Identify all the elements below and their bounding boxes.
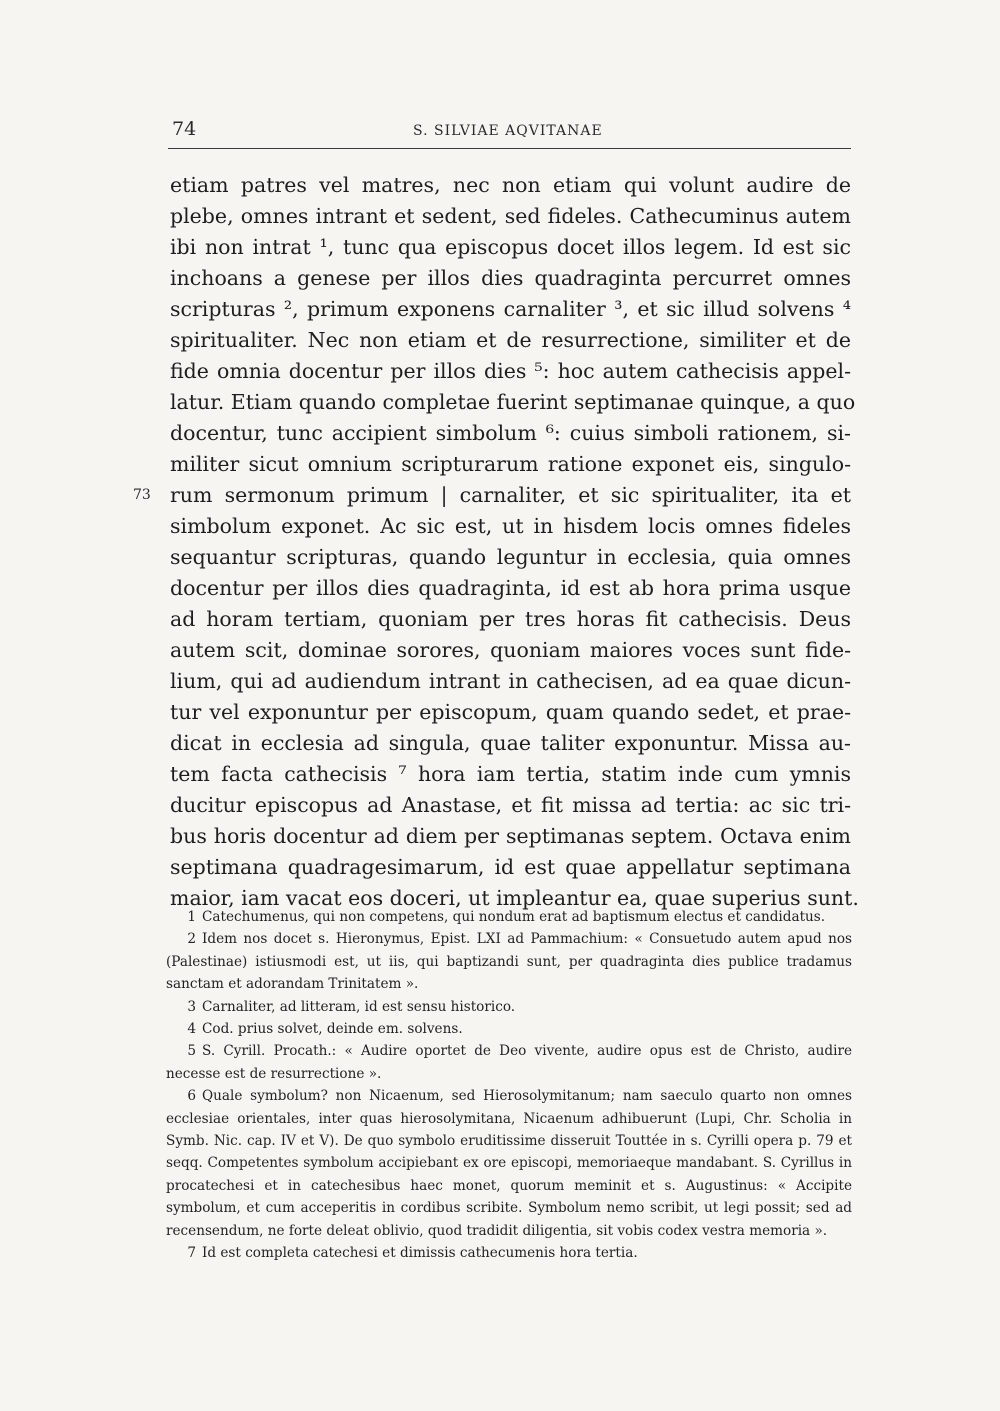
main-text (133, 170, 859, 914)
text-line: dicat in ecclesia ad singula, quae taliter exponuntur. Missa au- (170, 731, 851, 755)
text-line: docentur per illos dies quadraginta, id est ab hora prima usque (170, 576, 851, 600)
text-line: ducitur episcopus ad Anastase, et fit missa ad tertia: ac sic tri- (170, 793, 851, 817)
text-line: maior, iam vacat eos doceri, ut impleantur ea, quae superius sunt. (170, 886, 859, 910)
text-line: latur. Etiam quando completae fuerint septimanae quinque, a quo (170, 390, 856, 414)
text-line: fide omnia docentur per illos dies ⁵: hoc autem cathecisis appel- (170, 359, 851, 383)
text-line: sequantur scripturas, quando leguntur in ecclesia, quia omnes (170, 545, 851, 569)
footnote-number: 3 (187, 998, 196, 1015)
running-title: S. SILVIAE AQVITANAE (413, 123, 603, 139)
text-line: ibi non intrat ¹, tunc qua episcopus docet illos legem. Id est sic (170, 235, 851, 259)
footnote-number: 5 (187, 1043, 196, 1060)
text-line: bus horis docentur ad diem per septimanas septem. Octava enim (170, 824, 851, 848)
text-line: autem scit, dominae sorores, quoniam maiores voces sunt fide- (170, 638, 851, 662)
footnote-text: Carnaliter, ad litteram, id est sensu historico. (202, 998, 516, 1015)
page-header (168, 114, 851, 149)
text-line: septimana quadragesimarum, id est quae appellatur septimana (170, 855, 851, 879)
footnote (166, 906, 852, 928)
text-line: scripturas ², primum exponens carnaliter ³, et sic illud solvens ⁴ (170, 297, 851, 321)
footnote (166, 1040, 852, 1085)
footnote-text: Catechumenus, qui non competens, qui nondum erat ad baptismum electus et candidatus. (202, 909, 826, 925)
page-number: 74 (172, 118, 197, 140)
text-line: tem facta cathecisis ⁷ hora iam tertia, statim inde cum ymnis (170, 762, 851, 786)
footnote-text: Cod. prius solvet, deinde em. solvens. (202, 1021, 463, 1038)
text-line: inchoans a genese per illos dies quadraginta percurret omnes (170, 266, 851, 290)
text-line: rum sermonum primum | carnaliter, et sic spiritualiter, ita et (170, 483, 851, 507)
footnote (166, 996, 852, 1018)
text-line: tur vel exponuntur per episcopum, quam quando sedet, et prae- (170, 700, 851, 724)
footnote-number: 2 (187, 931, 196, 948)
text-line-with-margin-number (133, 480, 851, 511)
text-line: etiam patres vel matres, nec non etiam qui volunt audire de (170, 173, 851, 197)
text-line: spiritualiter. Nec non etiam et de resurrectione, similiter et de (170, 328, 851, 352)
margin-page-number: 73 (133, 487, 151, 503)
footnote-number: 7 (187, 1245, 196, 1262)
text-line: simbolum exponet. Ac sic est, ut in hisdem locis omnes fideles (170, 514, 851, 538)
text-line: lium, qui ad audiendum intrant in cathecisen, ad ea quae dicun- (170, 669, 851, 693)
footnote (166, 1085, 852, 1242)
footnote-text: S. Cyrill. Procath.: « Audire oportet de Deo vivente, audire opus est de Christo, audire necesse est de resurrectione ». (166, 1043, 852, 1082)
footnotes (166, 906, 852, 1265)
footnote-text: Idem nos docet s. Hieronymus, Epist. LXI ad Pammachium: « Consuetudo autem apud nos (Palestinae) istiusmodi est, ut iis, qui baptizandi sunt, per quadraginta dies publice tradamus sanctam et adorandam Trinitatem ». (166, 931, 852, 993)
text-line: ad horam tertiam, quoniam per tres horas fit cathecisis. Deus (170, 607, 851, 631)
footnote-number: 4 (187, 1021, 196, 1038)
footnote-text: Quale symbolum? non Nicaenum, sed Hierosolymitanum; nam saeculo quarto non omnes ecclesiae orientales, inter quas hierosolymitana, Nicaenum adhibuerunt (Lupi, Chr. Scholia in Symb. Nic. cap. IV et V). De quo symbolo eruditissime disseruit Touttée in s. Cyrilli opera p. 79 et seqq. Competentes symbolum accipiebant ex ore episcopi, memoriaeque mandabant. S. Cyrillus in procatechesi et in catechesibus haec monet, quorum meminit et s. Augustinus: « Accipite symbolum, et cum acceperitis in cordibus scribite. Symbolum nemo scribit, ut legi possit; sed ad recensendum, ne forte deleat oblivio, quod tradidit diligentia, sit vobis codex vestra memoria ». (166, 1088, 852, 1239)
text-line: plebe, omnes intrant et sedent, sed fideles. Cathecuminus autem (170, 204, 851, 228)
footnote (166, 1242, 852, 1264)
footnote-text: Id est completa catechesi et dimissis cathecumenis hora tertia. (202, 1245, 638, 1262)
footnote-number: 6 (187, 1088, 196, 1105)
footnote (166, 1018, 852, 1040)
footnote-number: 1 (187, 909, 196, 925)
footnote (166, 928, 852, 995)
text-line: docentur, tunc accipient simbolum ⁶: cuius simboli rationem, si- (170, 421, 851, 445)
text-line: militer sicut omnium scripturarum ratione exponet eis, singulo- (170, 452, 851, 476)
